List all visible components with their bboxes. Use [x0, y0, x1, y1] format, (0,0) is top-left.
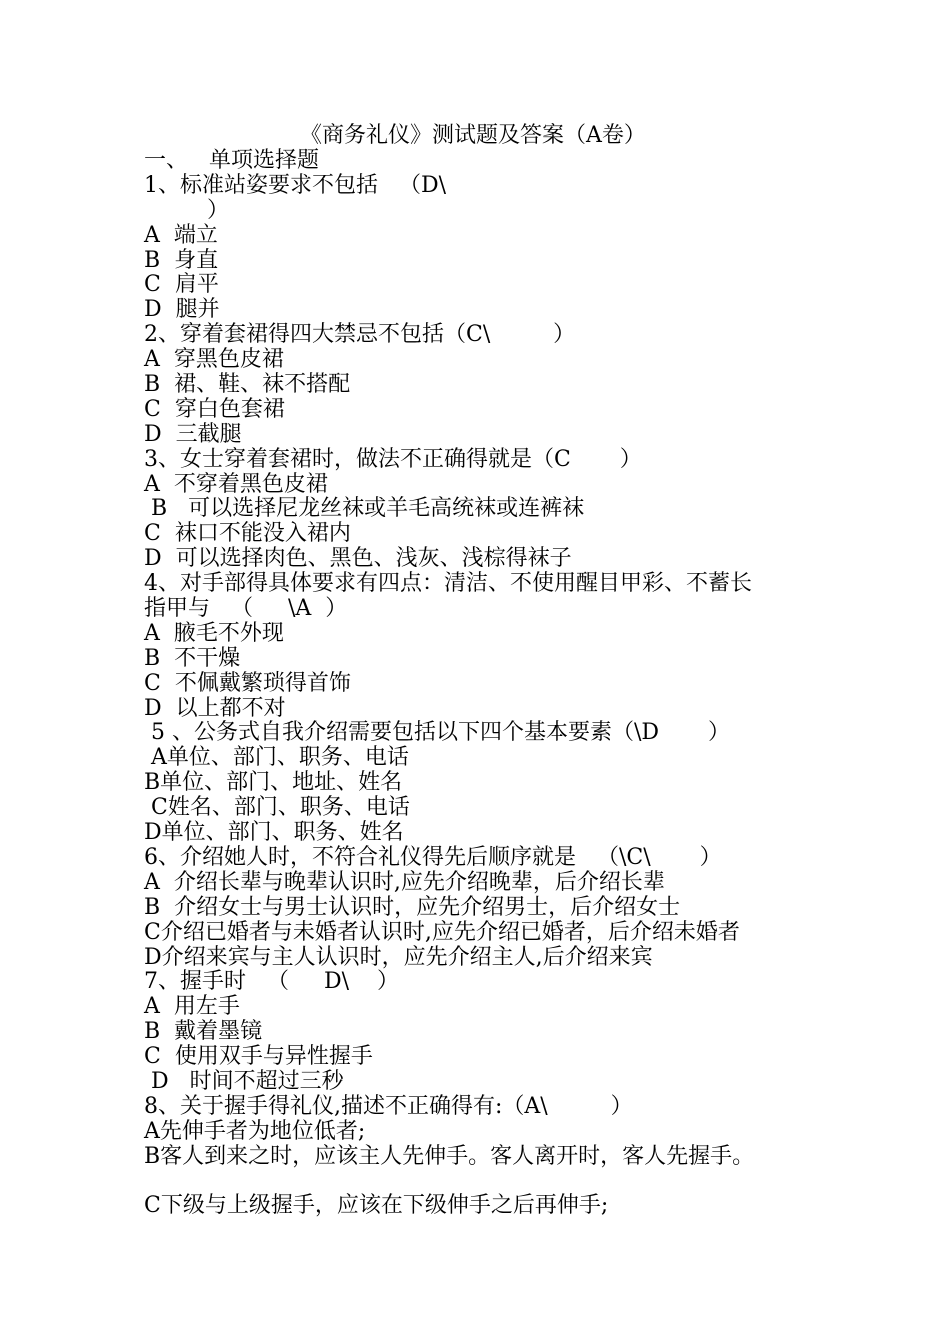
question-1-option-a: A 端立 — [144, 222, 218, 248]
section-heading: 一、 单项选择题 — [144, 148, 319, 173]
question-4-option-a: A 腋毛不外现 — [144, 620, 284, 646]
question-list — [144, 149, 824, 1219]
question-6-option-c: C介绍已婚者与未婚者认识时,应先介绍已婚者，后介绍未婚者 — [144, 919, 740, 945]
question-1-stem: 1、标准站姿要求不包括 （D\ — [144, 172, 447, 198]
question-2-stem: 2、穿着套裙得四大禁忌不包括（C\ ） — [144, 322, 576, 348]
question-8-stem: 8、关于握手得礼仪,描述不正确得有:（A\ ） — [144, 1093, 633, 1119]
question-7-option-b: B 戴着墨镜 — [144, 1019, 263, 1045]
question-8-option-c: C下级与上级握手，应该在下级伸手之后再伸手; — [144, 1193, 609, 1219]
question-5-option-d: D单位、部门、职务、姓名 — [144, 820, 404, 846]
document-title: 《商务礼仪》测试题及答案（A卷） — [300, 123, 646, 148]
question-7-option-a: A 用左手 — [144, 994, 240, 1020]
question-7-option-d: D 时间不超过三秒 — [144, 1068, 344, 1094]
question-4-stem: 4、对手部得具体要求有四点：清洁、不使用醒目甲彩、不蓄长 — [144, 571, 752, 597]
question-5-option-a: A单位、部门、职务、电话 — [144, 745, 409, 771]
question-2-option-d: D 三截腿 — [144, 421, 242, 447]
question-5-stem: 5 、公务式自我介绍需要包括以下四个基本要素（\D ） — [144, 720, 730, 746]
question-2-option-b: B 裙、鞋、袜不搭配 — [144, 372, 351, 398]
question-7-stem: 7、握手时 （ D\ ） — [144, 969, 399, 995]
question-2-option-c: C 穿白色套裙 — [144, 396, 285, 422]
question-3-option-a: A 不穿着黑色皮裙 — [144, 471, 328, 497]
question-6-stem: 6、介绍她人时，不符合礼仪得先后顺序就是 （\C\ ） — [144, 844, 722, 870]
question-4-option-d: D 以上都不对 — [144, 695, 286, 721]
question-5-option-c: C姓名、部门、职务、电话 — [144, 795, 410, 821]
question-4-option-c: C 不佩戴繁琐得首饰 — [144, 670, 351, 696]
question-6-option-a: A 介绍长辈与晚辈认识时,应先介绍晚辈，后介绍长辈 — [144, 869, 665, 895]
question-3-option-b: B 可以选择尼龙丝袜或羊毛高统袜或连裤袜 — [144, 496, 585, 522]
question-4-option-b: B 不干燥 — [144, 645, 241, 671]
question-1-option-c: C 肩平 — [144, 272, 219, 298]
question-1-stem-continued: ） — [144, 197, 229, 223]
question-6-option-b: B 介绍女士与男士认识时，应先介绍男士，后介绍女士 — [144, 894, 681, 920]
question-3-option-c: C 袜口不能没入裙内 — [144, 521, 351, 547]
question-5-option-b: B单位、部门、地址、姓名 — [144, 770, 403, 796]
question-3-option-d: D 可以选择肉色、黑色、浅灰、浅棕得袜子 — [144, 546, 572, 572]
question-8-option-a: A先伸手者为地位低者; — [144, 1118, 366, 1144]
question-3-stem: 3、女士穿着套裙时，做法不正确得就是（C ） — [144, 446, 642, 472]
question-6-option-d: D介绍来宾与主人认识时，应先介绍主人,后介绍来宾 — [144, 944, 653, 970]
question-1-option-d: D 腿并 — [144, 297, 220, 323]
question-1-option-b: B 身直 — [144, 247, 219, 273]
blank-line — [144, 1170, 824, 1195]
question-2-option-a: A 穿黑色皮裙 — [144, 347, 284, 373]
question-8-option-b: B客人到来之时，应该主人先伸手。客人离开时，客人先握手。 — [144, 1143, 755, 1169]
question-7-option-c: C 使用双手与异性握手 — [144, 1044, 373, 1070]
question-4-stem-continued: 指甲与 （ \A ） — [144, 596, 348, 622]
